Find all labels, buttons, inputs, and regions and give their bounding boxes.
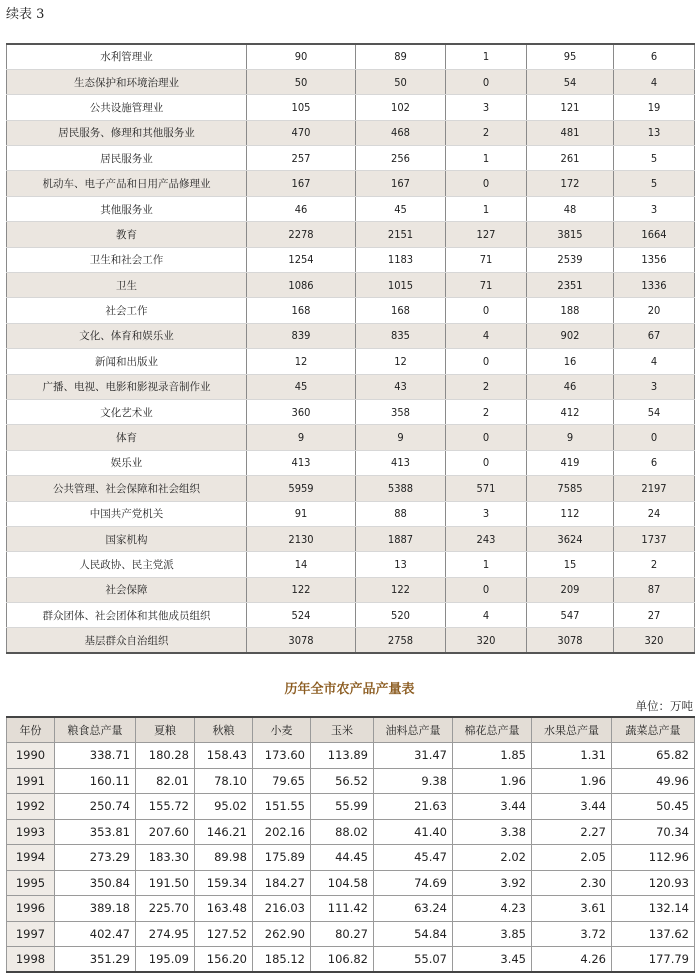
column-header: 年份 — [7, 717, 55, 743]
value-cell: 121 — [527, 95, 614, 120]
value-cell: 3 — [614, 374, 695, 399]
table-row — [7, 374, 695, 399]
value-cell: 1887 — [356, 526, 446, 551]
value-cell: 167 — [356, 171, 446, 196]
value-cell: 55.99 — [311, 794, 374, 820]
value-cell: 88 — [356, 501, 446, 526]
value-cell: 1.96 — [532, 768, 612, 794]
year-cell: 1994 — [7, 845, 55, 871]
column-header: 小麦 — [253, 717, 311, 743]
table-row — [7, 399, 695, 424]
value-cell: 413 — [356, 450, 446, 475]
value-cell: 1.96 — [453, 768, 532, 794]
column-header: 蔬菜总产量 — [612, 717, 695, 743]
value-cell: 1336 — [614, 273, 695, 298]
table-row — [7, 552, 695, 577]
value-cell: 158.43 — [195, 743, 253, 769]
value-cell: 183.30 — [136, 845, 195, 871]
column-header: 秋粮 — [195, 717, 253, 743]
table-row — [7, 450, 695, 475]
value-cell: 78.10 — [195, 768, 253, 794]
value-cell: 468 — [356, 120, 446, 145]
value-cell: 184.27 — [253, 870, 311, 896]
value-cell: 9 — [527, 425, 614, 450]
value-cell: 45 — [247, 374, 356, 399]
column-header: 玉米 — [311, 717, 374, 743]
table-row — [7, 947, 695, 973]
value-cell: 104.58 — [311, 870, 374, 896]
value-cell: 63.24 — [374, 896, 453, 922]
year-cell: 1992 — [7, 794, 55, 820]
value-cell: 106.82 — [311, 947, 374, 973]
value-cell: 4 — [614, 69, 695, 94]
value-cell: 173.60 — [253, 743, 311, 769]
value-cell: 902 — [527, 323, 614, 348]
value-cell: 3.72 — [532, 921, 612, 947]
value-cell: 835 — [356, 323, 446, 348]
value-cell: 3.38 — [453, 819, 532, 845]
value-cell: 1183 — [356, 247, 446, 272]
value-cell: 113.89 — [311, 743, 374, 769]
value-cell: 105 — [247, 95, 356, 120]
value-cell: 50 — [247, 69, 356, 94]
value-cell: 1254 — [247, 247, 356, 272]
value-cell: 120.93 — [612, 870, 695, 896]
year-cell: 1993 — [7, 819, 55, 845]
value-cell: 243 — [446, 526, 527, 551]
table-row — [7, 768, 695, 794]
value-cell: 46 — [247, 196, 356, 221]
row-label-cell: 卫生和社会工作 — [7, 247, 247, 272]
value-cell: 191.50 — [136, 870, 195, 896]
value-cell: 2 — [614, 552, 695, 577]
row-label-cell: 文化、体育和娱乐业 — [7, 323, 247, 348]
agri-table-unit: 单位：万吨 — [635, 699, 693, 713]
value-cell: 54 — [527, 69, 614, 94]
row-label-cell: 居民服务业 — [7, 146, 247, 171]
year-cell: 1995 — [7, 870, 55, 896]
row-label-cell: 居民服务、修理和其他服务业 — [7, 120, 247, 145]
table-row — [7, 794, 695, 820]
value-cell: 20 — [614, 298, 695, 323]
value-cell: 3.92 — [453, 870, 532, 896]
column-header: 棉花总产量 — [453, 717, 532, 743]
value-cell: 49.96 — [612, 768, 695, 794]
row-label-cell: 群众团体、社会团体和其他成员组织 — [7, 603, 247, 628]
value-cell: 160.11 — [55, 768, 136, 794]
value-cell: 3 — [446, 95, 527, 120]
value-cell: 358 — [356, 399, 446, 424]
value-cell: 24 — [614, 501, 695, 526]
value-cell: 520 — [356, 603, 446, 628]
column-header: 夏粮 — [136, 717, 195, 743]
table-row — [7, 603, 695, 628]
value-cell: 350.84 — [55, 870, 136, 896]
value-cell: 102 — [356, 95, 446, 120]
value-cell: 250.74 — [55, 794, 136, 820]
value-cell: 151.55 — [253, 794, 311, 820]
value-cell: 0 — [446, 425, 527, 450]
value-cell: 9.38 — [374, 768, 453, 794]
value-cell: 19 — [614, 95, 695, 120]
value-cell: 155.72 — [136, 794, 195, 820]
row-label-cell: 社会保障 — [7, 577, 247, 602]
value-cell: 159.34 — [195, 870, 253, 896]
row-label-cell: 人民政协、民主党派 — [7, 552, 247, 577]
table-row — [7, 349, 695, 374]
value-cell: 4.26 — [532, 947, 612, 973]
value-cell: 4 — [446, 603, 527, 628]
value-cell: 13 — [614, 120, 695, 145]
value-cell: 146.21 — [195, 819, 253, 845]
value-cell: 5 — [614, 171, 695, 196]
row-label-cell: 生态保护和环境治理业 — [7, 69, 247, 94]
value-cell: 74.69 — [374, 870, 453, 896]
table-row — [7, 247, 695, 272]
value-cell: 195.09 — [136, 947, 195, 973]
value-cell: 82.01 — [136, 768, 195, 794]
value-cell: 274.95 — [136, 921, 195, 947]
value-cell: 481 — [527, 120, 614, 145]
value-cell: 91 — [247, 501, 356, 526]
continuation-label: 续表 3 — [6, 7, 45, 22]
value-cell: 95 — [527, 44, 614, 69]
value-cell: 3.44 — [453, 794, 532, 820]
value-cell: 15 — [527, 552, 614, 577]
column-header: 粮食总产量 — [55, 717, 136, 743]
table-row — [7, 120, 695, 145]
value-cell: 3815 — [527, 222, 614, 247]
year-cell: 1996 — [7, 896, 55, 922]
value-cell: 360 — [247, 399, 356, 424]
value-cell: 79.65 — [253, 768, 311, 794]
value-cell: 70.34 — [612, 819, 695, 845]
value-cell: 122 — [247, 577, 356, 602]
value-cell: 71 — [446, 273, 527, 298]
row-label-cell: 广播、电视、电影和影视录音制作业 — [7, 374, 247, 399]
year-cell: 1998 — [7, 947, 55, 973]
value-cell: 1015 — [356, 273, 446, 298]
value-cell: 5388 — [356, 476, 446, 501]
table-row — [7, 628, 695, 653]
value-cell: 3.85 — [453, 921, 532, 947]
table-row — [7, 146, 695, 171]
table-row — [7, 896, 695, 922]
value-cell: 14 — [247, 552, 356, 577]
value-cell: 0 — [614, 425, 695, 450]
row-label-cell: 文化艺术业 — [7, 399, 247, 424]
value-cell: 1 — [446, 146, 527, 171]
table-row — [7, 819, 695, 845]
value-cell: 27 — [614, 603, 695, 628]
value-cell: 180.28 — [136, 743, 195, 769]
row-label-cell: 社会工作 — [7, 298, 247, 323]
value-cell: 2758 — [356, 628, 446, 653]
value-cell: 50.45 — [612, 794, 695, 820]
table-row — [7, 870, 695, 896]
value-cell: 89.98 — [195, 845, 253, 871]
value-cell: 168 — [356, 298, 446, 323]
value-cell: 112 — [527, 501, 614, 526]
table-row — [7, 95, 695, 120]
table-row — [7, 323, 695, 348]
value-cell: 0 — [446, 577, 527, 602]
row-label-cell: 娱乐业 — [7, 450, 247, 475]
value-cell: 54 — [614, 399, 695, 424]
value-cell: 111.42 — [311, 896, 374, 922]
value-cell: 0 — [446, 171, 527, 196]
value-cell: 2 — [446, 374, 527, 399]
table-row — [7, 526, 695, 551]
table-row — [7, 171, 695, 196]
value-cell: 88.02 — [311, 819, 374, 845]
table-row — [7, 273, 695, 298]
value-cell: 167 — [247, 171, 356, 196]
value-cell: 9 — [247, 425, 356, 450]
value-cell: 1.31 — [532, 743, 612, 769]
value-cell: 2 — [446, 399, 527, 424]
value-cell: 257 — [247, 146, 356, 171]
value-cell: 4 — [446, 323, 527, 348]
value-cell: 12 — [247, 349, 356, 374]
value-cell: 1737 — [614, 526, 695, 551]
value-cell: 185.12 — [253, 947, 311, 973]
row-label-cell: 公共设施管理业 — [7, 95, 247, 120]
value-cell: 2.30 — [532, 870, 612, 896]
table-row — [7, 577, 695, 602]
value-cell: 2197 — [614, 476, 695, 501]
value-cell: 122 — [356, 577, 446, 602]
value-cell: 188 — [527, 298, 614, 323]
value-cell: 216.03 — [253, 896, 311, 922]
value-cell: 3078 — [247, 628, 356, 653]
value-cell: 1 — [446, 552, 527, 577]
value-cell: 547 — [527, 603, 614, 628]
value-cell: 2351 — [527, 273, 614, 298]
row-label-cell: 中国共产党机关 — [7, 501, 247, 526]
row-label-cell: 卫生 — [7, 273, 247, 298]
value-cell: 2151 — [356, 222, 446, 247]
value-cell: 262.90 — [253, 921, 311, 947]
value-cell: 0 — [446, 298, 527, 323]
value-cell: 1664 — [614, 222, 695, 247]
value-cell: 87 — [614, 577, 695, 602]
table-row — [7, 44, 695, 69]
table-row — [7, 921, 695, 947]
value-cell: 353.81 — [55, 819, 136, 845]
year-cell: 1990 — [7, 743, 55, 769]
value-cell: 571 — [446, 476, 527, 501]
table-row — [7, 298, 695, 323]
value-cell: 524 — [247, 603, 356, 628]
value-cell: 320 — [446, 628, 527, 653]
value-cell: 419 — [527, 450, 614, 475]
row-label-cell: 教育 — [7, 222, 247, 247]
value-cell: 413 — [247, 450, 356, 475]
table-row — [7, 222, 695, 247]
value-cell: 13 — [356, 552, 446, 577]
value-cell: 3 — [614, 196, 695, 221]
value-cell: 67 — [614, 323, 695, 348]
value-cell: 2.27 — [532, 819, 612, 845]
value-cell: 9 — [356, 425, 446, 450]
value-cell: 163.48 — [195, 896, 253, 922]
table-row — [7, 69, 695, 94]
table-row — [7, 425, 695, 450]
value-cell: 256 — [356, 146, 446, 171]
agri-table-title: 历年全市农产品产量表 — [284, 682, 415, 697]
row-label-cell: 机动车、电子产品和日用产品修理业 — [7, 171, 247, 196]
value-cell: 412 — [527, 399, 614, 424]
row-label-cell: 国家机构 — [7, 526, 247, 551]
value-cell: 0 — [446, 69, 527, 94]
value-cell: 54.84 — [374, 921, 453, 947]
value-cell: 3.61 — [532, 896, 612, 922]
value-cell: 470 — [247, 120, 356, 145]
value-cell: 1.85 — [453, 743, 532, 769]
value-cell: 7585 — [527, 476, 614, 501]
value-cell: 43 — [356, 374, 446, 399]
value-cell: 2539 — [527, 247, 614, 272]
agri-production-table — [6, 716, 695, 973]
value-cell: 402.47 — [55, 921, 136, 947]
value-cell: 168 — [247, 298, 356, 323]
value-cell: 177.79 — [612, 947, 695, 973]
industry-table — [6, 43, 695, 654]
value-cell: 4 — [614, 349, 695, 374]
table-header-row — [7, 717, 695, 743]
value-cell: 261 — [527, 146, 614, 171]
row-label-cell: 体育 — [7, 425, 247, 450]
value-cell: 5 — [614, 146, 695, 171]
value-cell: 46 — [527, 374, 614, 399]
row-label-cell: 新闻和出版业 — [7, 349, 247, 374]
value-cell: 6 — [614, 450, 695, 475]
value-cell: 351.29 — [55, 947, 136, 973]
value-cell: 3078 — [527, 628, 614, 653]
value-cell: 65.82 — [612, 743, 695, 769]
value-cell: 89 — [356, 44, 446, 69]
value-cell: 1356 — [614, 247, 695, 272]
value-cell: 0 — [446, 349, 527, 374]
row-label-cell: 公共管理、社会保障和社会组织 — [7, 476, 247, 501]
value-cell: 12 — [356, 349, 446, 374]
value-cell: 225.70 — [136, 896, 195, 922]
value-cell: 1 — [446, 44, 527, 69]
year-cell: 1997 — [7, 921, 55, 947]
value-cell: 50 — [356, 69, 446, 94]
value-cell: 1 — [446, 196, 527, 221]
value-cell: 2130 — [247, 526, 356, 551]
value-cell: 132.14 — [612, 896, 695, 922]
value-cell: 80.27 — [311, 921, 374, 947]
value-cell: 4.23 — [453, 896, 532, 922]
value-cell: 3.45 — [453, 947, 532, 973]
value-cell: 90 — [247, 44, 356, 69]
year-cell: 1991 — [7, 768, 55, 794]
table-row — [7, 196, 695, 221]
value-cell: 2 — [446, 120, 527, 145]
value-cell: 95.02 — [195, 794, 253, 820]
value-cell: 44.45 — [311, 845, 374, 871]
row-label-cell: 基层群众自治组织 — [7, 628, 247, 653]
table-row — [7, 476, 695, 501]
value-cell: 45 — [356, 196, 446, 221]
value-cell: 56.52 — [311, 768, 374, 794]
row-label-cell: 其他服务业 — [7, 196, 247, 221]
value-cell: 338.71 — [55, 743, 136, 769]
value-cell: 3624 — [527, 526, 614, 551]
value-cell: 5959 — [247, 476, 356, 501]
value-cell: 2.02 — [453, 845, 532, 871]
value-cell: 1086 — [247, 273, 356, 298]
value-cell: 207.60 — [136, 819, 195, 845]
value-cell: 71 — [446, 247, 527, 272]
value-cell: 127.52 — [195, 921, 253, 947]
value-cell: 273.29 — [55, 845, 136, 871]
value-cell: 209 — [527, 577, 614, 602]
value-cell: 137.62 — [612, 921, 695, 947]
value-cell: 202.16 — [253, 819, 311, 845]
value-cell: 156.20 — [195, 947, 253, 973]
table-row — [7, 501, 695, 526]
value-cell: 55.07 — [374, 947, 453, 973]
column-header: 水果总产量 — [532, 717, 612, 743]
value-cell: 2278 — [247, 222, 356, 247]
value-cell: 3.44 — [532, 794, 612, 820]
value-cell: 16 — [527, 349, 614, 374]
value-cell: 320 — [614, 628, 695, 653]
value-cell: 127 — [446, 222, 527, 247]
value-cell: 3 — [446, 501, 527, 526]
value-cell: 48 — [527, 196, 614, 221]
row-label-cell: 水利管理业 — [7, 44, 247, 69]
value-cell: 389.18 — [55, 896, 136, 922]
value-cell: 45.47 — [374, 845, 453, 871]
value-cell: 2.05 — [532, 845, 612, 871]
table-row — [7, 845, 695, 871]
value-cell: 6 — [614, 44, 695, 69]
value-cell: 172 — [527, 171, 614, 196]
value-cell: 21.63 — [374, 794, 453, 820]
value-cell: 175.89 — [253, 845, 311, 871]
column-header: 油料总产量 — [374, 717, 453, 743]
value-cell: 31.47 — [374, 743, 453, 769]
value-cell: 112.96 — [612, 845, 695, 871]
value-cell: 839 — [247, 323, 356, 348]
value-cell: 0 — [446, 450, 527, 475]
value-cell: 41.40 — [374, 819, 453, 845]
table-row — [7, 743, 695, 769]
